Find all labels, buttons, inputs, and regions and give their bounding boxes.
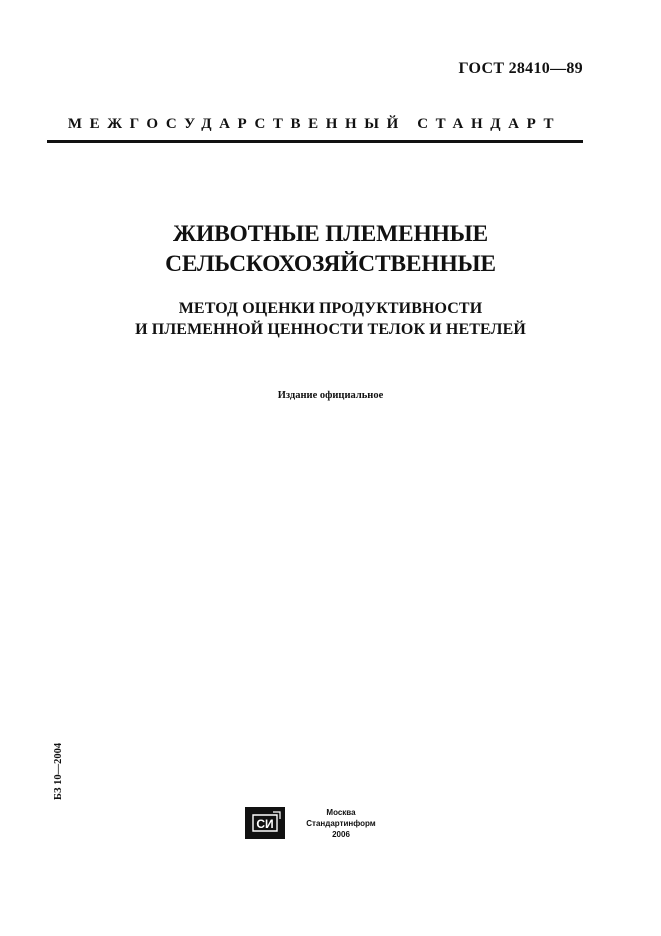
side-code-text: БЗ 10—2004: [53, 742, 64, 800]
publisher-text: [289, 807, 393, 840]
logo-text: СИ: [256, 817, 274, 831]
document-title: [40, 219, 621, 279]
subtitle-line: И ПЛЕМЕННОЙ ЦЕННОСТИ ТЕЛОК И НЕТЕЛЕЙ: [135, 321, 526, 338]
header-band: МЕЖГОСУДАРСТВЕННЫЙ СТАНДАРТ: [67, 116, 562, 132]
publisher-city: Москва: [326, 808, 356, 817]
standard-number: ГОСТ 28410—89: [458, 60, 583, 77]
title-line: СЕЛЬСКОХОЗЯЙСТВЕННЫЕ: [165, 251, 496, 277]
title-line: ЖИВОТНЫЕ ПЛЕМЕННЫЕ: [172, 221, 489, 247]
document-subtitle: [40, 298, 621, 340]
header-rule: [47, 140, 583, 143]
edition-label: Издание официальное: [277, 390, 384, 401]
publisher-year: 2006: [332, 830, 350, 839]
standartinform-logo-icon: [245, 807, 285, 839]
publisher-block: [245, 807, 395, 841]
publisher-name: Стандартинформ: [306, 819, 376, 828]
subtitle-line: МЕТОД ОЦЕНКИ ПРОДУКТИВНОСТИ: [178, 300, 483, 317]
